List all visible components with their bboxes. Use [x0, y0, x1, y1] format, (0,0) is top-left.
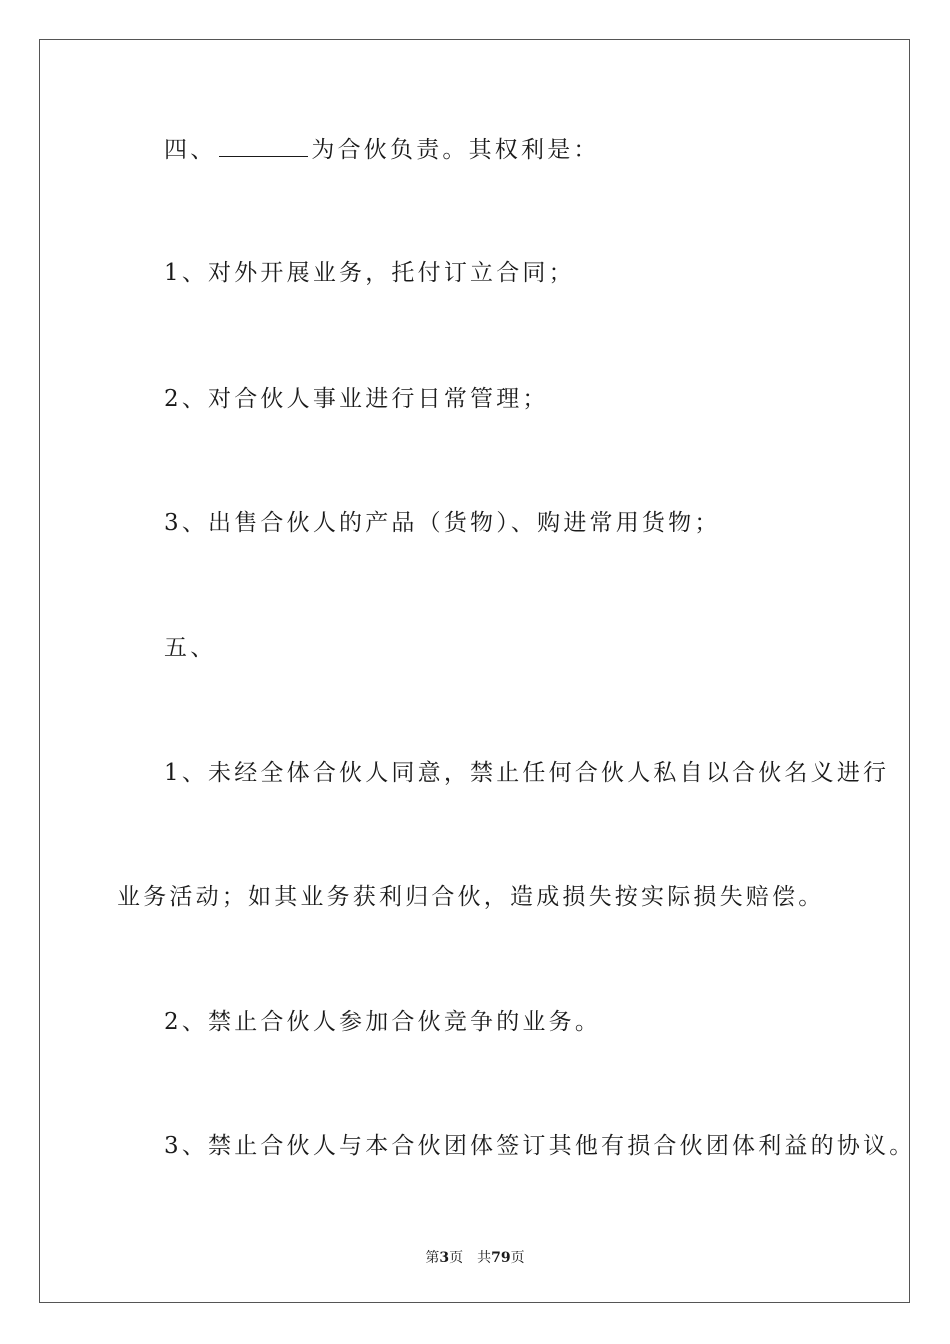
clause-four-text: 为合伙负责。其权利是：	[311, 137, 600, 163]
clause-four-item-3: 3、出售合伙人的产品（货物）、购进常用货物；	[164, 510, 721, 536]
page-suffix: 页	[449, 1250, 464, 1266]
page-prefix: 第	[425, 1250, 440, 1266]
fill-in-blank	[219, 138, 308, 157]
clause-four-prefix: 四、	[164, 137, 217, 163]
total-suffix: 页	[510, 1250, 525, 1266]
clause-four-item-2: 2、对合伙人事业进行日常管理；	[164, 386, 549, 412]
total-pages: 79	[491, 1250, 511, 1266]
clause-five-item-1-line-1: 1、未经全体合伙人同意，禁止任何合伙人私自以合伙名义进行	[164, 760, 890, 786]
clause-four-line	[164, 135, 600, 165]
page-number: 3	[439, 1250, 450, 1266]
clause-four-item-1: 1、对外开展业务，托付订立合同；	[164, 260, 575, 286]
clause-five-heading: 五、	[164, 635, 217, 661]
clause-five-item-3: 3、禁止合伙人与本合伙团体签订其他有损合伙团体利益的协议。	[164, 1133, 916, 1159]
total-prefix: 共	[477, 1250, 492, 1266]
page-footer	[0, 1247, 950, 1267]
page-border	[39, 39, 910, 1303]
clause-five-item-1-line-2: 业务活动；如其业务获利归合伙，造成损失按实际损失赔偿。	[117, 884, 825, 910]
clause-five-item-2: 2、禁止合伙人参加合伙竞争的业务。	[164, 1009, 602, 1035]
